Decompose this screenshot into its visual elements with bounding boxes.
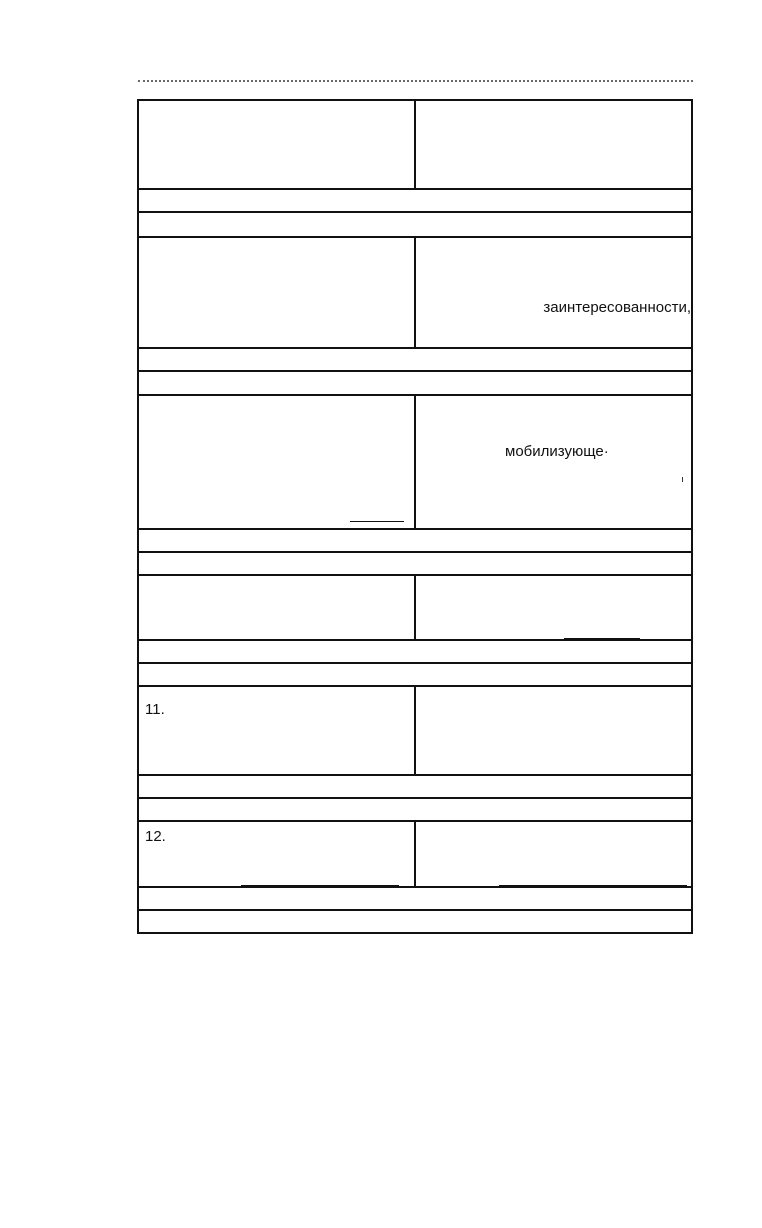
table-row [139,372,691,396]
table-row [139,530,691,553]
document-table [137,99,693,934]
table-row [139,799,691,822]
column-divider [414,238,416,347]
table-row [139,888,691,911]
table-row [139,776,691,799]
page-header-rule [138,80,693,82]
column-divider [414,822,416,886]
table-row [139,101,691,190]
table-row [139,641,691,664]
table-row [139,822,691,888]
item-number: 11. [145,701,165,718]
column-divider [414,687,416,774]
table-row [139,349,691,372]
underline-mark [499,885,687,886]
table-row [139,190,691,213]
underline-mark [350,521,404,522]
column-divider [414,396,416,528]
table-row [139,687,691,776]
table-row [139,238,691,349]
cell-text-right: заинтересованности, [543,299,691,316]
underline-mark [241,885,399,886]
cell-text-right: мобилизующе· [505,443,609,460]
table-row [139,213,691,238]
table-row [139,664,691,687]
column-divider [414,101,416,188]
scan-speck [682,477,683,482]
table-row [139,911,691,932]
item-number: 12. [145,828,166,845]
underline-mark [564,638,640,639]
table-row [139,576,691,641]
column-divider [414,576,416,639]
table-row [139,396,691,530]
table-row [139,553,691,576]
